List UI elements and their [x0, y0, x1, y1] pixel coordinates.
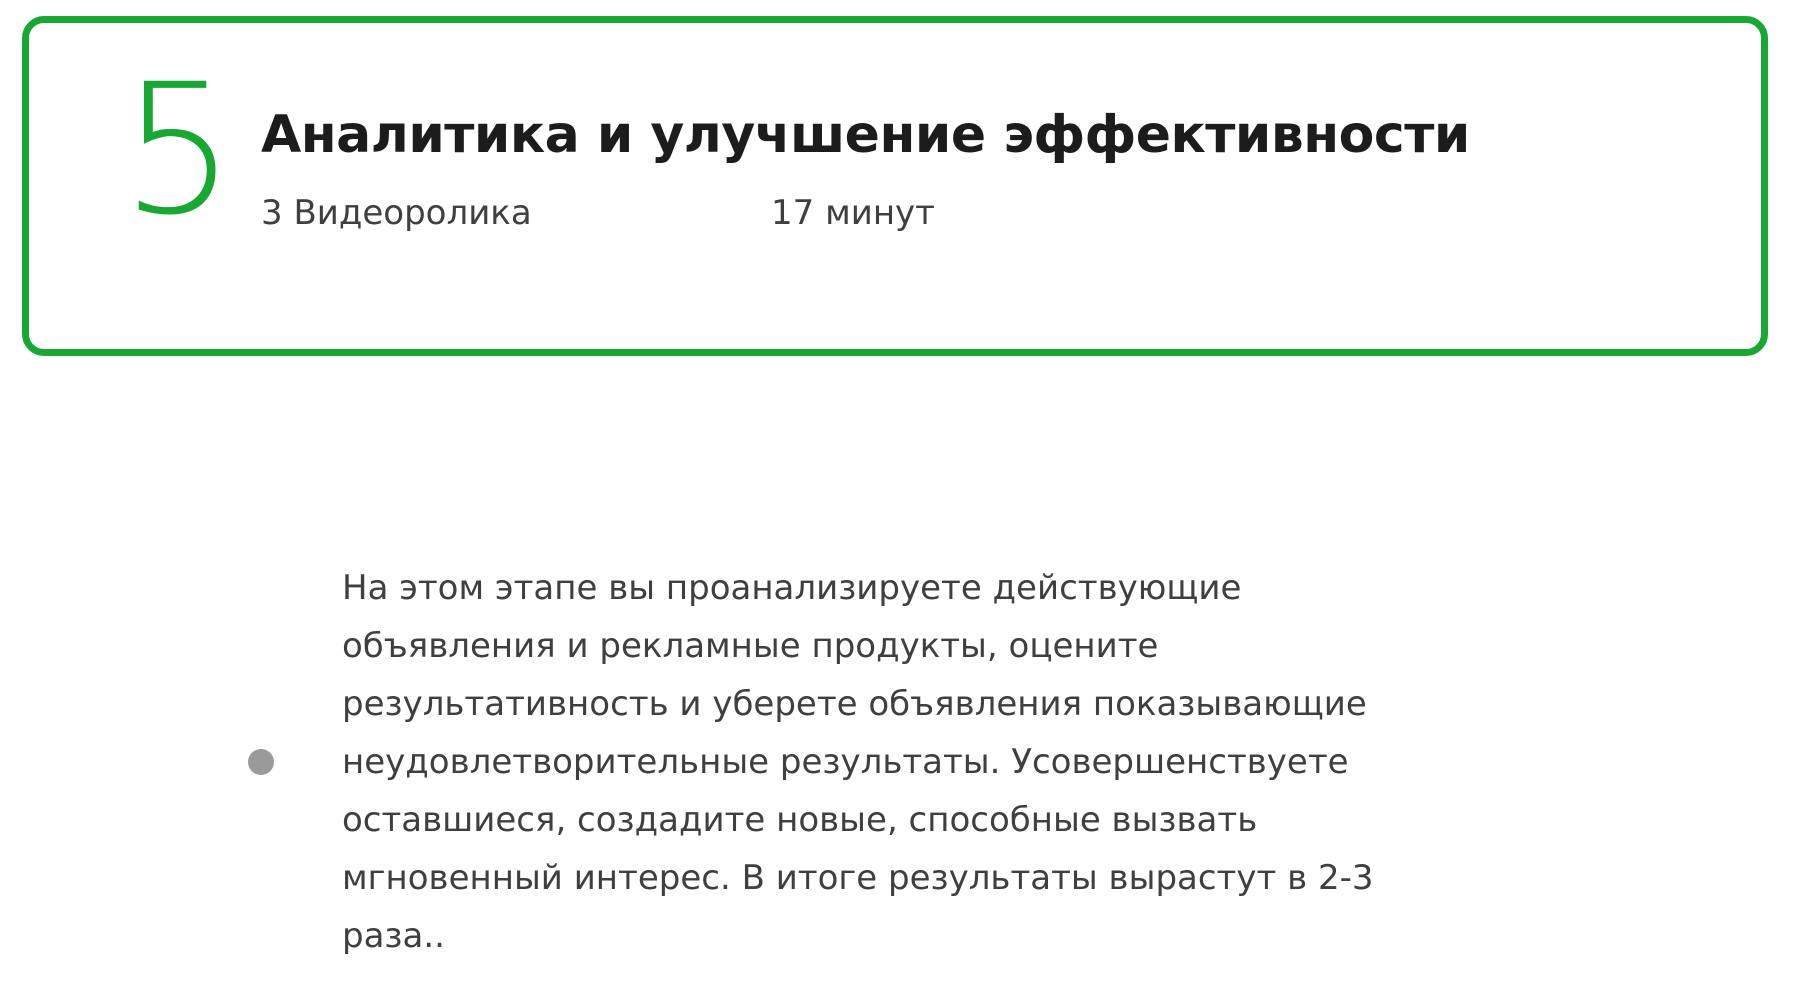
module-meta: [261, 193, 1721, 233]
module-videos-count: 3 Видеоролика: [261, 193, 532, 233]
module-card-content: [121, 46, 1721, 255]
module-card[interactable]: [22, 16, 1768, 356]
module-text-block: [261, 85, 1721, 233]
module-number: 5: [121, 46, 232, 255]
description-text: На этом этапе вы проанализируете действующие объявления и рекламные продукты, оцените результативность и уберете объявления показывающие неудовлетворительные результаты. Усовершенствуете оставшиеся, создадите новые, способные вызвать мгновенный интерес. В итоге результаты вырастут в 2-3 раза..: [342, 568, 1374, 956]
module-title: Аналитика и улучшение эффективности: [261, 105, 1470, 165]
module-description: [248, 525, 1448, 999]
module-duration: 17 минут: [771, 193, 935, 233]
bullet-icon: [248, 749, 274, 775]
